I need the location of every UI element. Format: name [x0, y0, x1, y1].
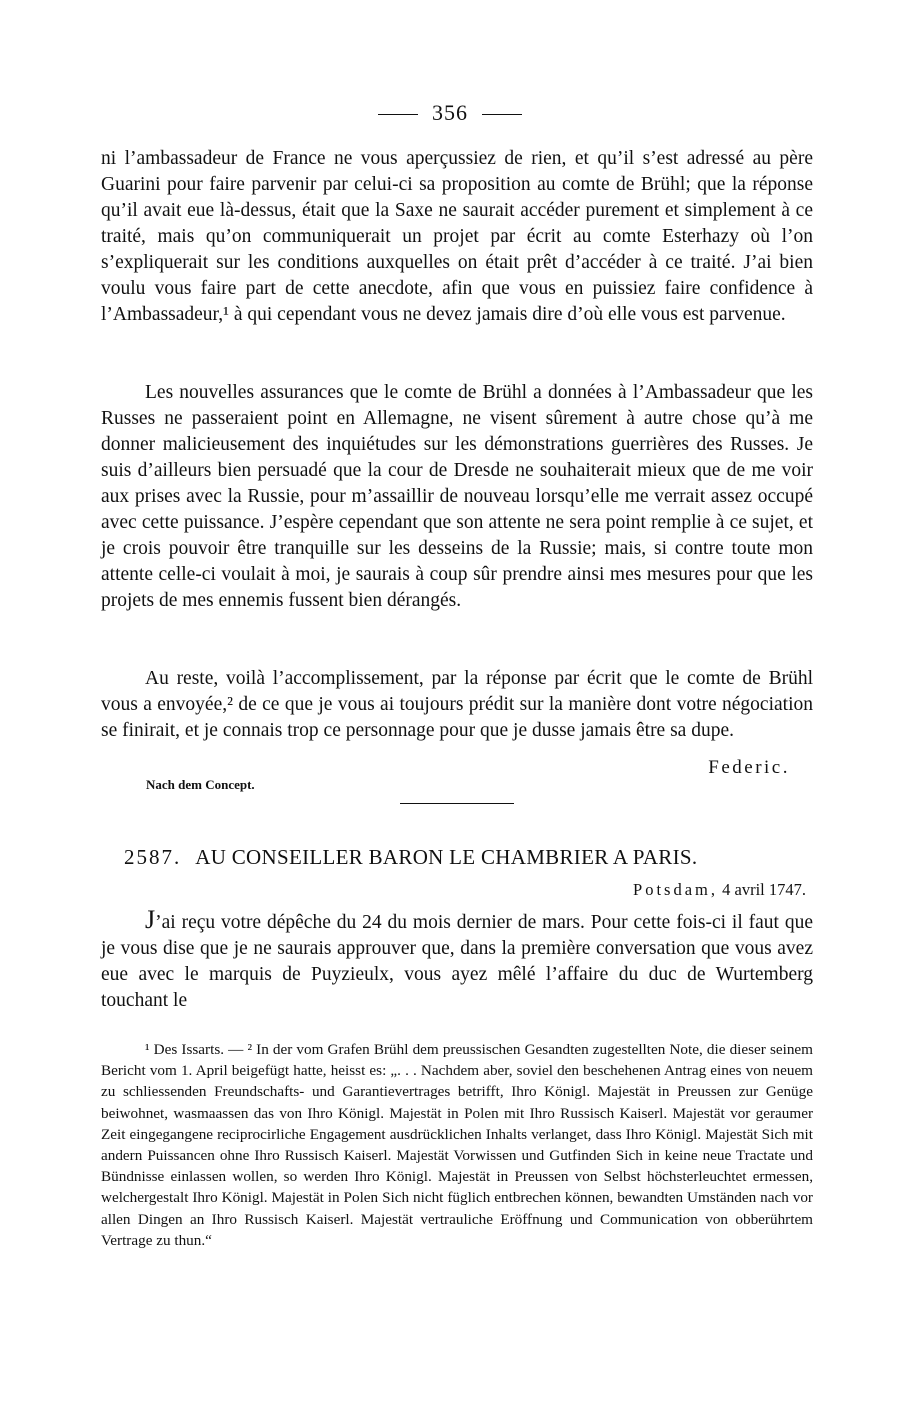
- letter-body: [101, 907, 813, 1014]
- paragraph-2: Les nouvelles assurances que le comte de Brühl a données à l’Ambassadeur que les Russes ne passeraient point en Allemagne, ne visent sûrement à autre chose qu’à me donner malicieusement des inquiétudes sur les démonstrations guerrières des Russes. Je suis d’ailleurs bien persuadé que la cour de Dresde ne souhaiterait mieux que de me voir aux prises avec la Russie, pour m’assaillir de nouveau lorsqu’elle me verrait assez occupé avec cette puissance. J’espère cependant que son attente ne sera point remplie à ce sujet, et je crois pouvoir être tranquille sur les desseins de la Russie; mais, si contre toute mon attente celle-ci voulait à moi, je saurais à coup sûr prendre ainsi mes mesures pour que les projets de mes ennemis fussent bien dérangés.: [101, 382, 813, 611]
- date-line: [633, 880, 806, 900]
- signature: Federic.: [708, 757, 790, 778]
- footnotes: ¹ Des Issarts. — ² In der vom Grafen Brühl dem preussischen Gesandten zugestellten Note, die dieser seinem Bericht vom 1. April beigefügt hatte, heisst es: „. . . Nachdem aber, soviel den beschehenen Antrag eines von neuem zu schliessenden Freundschafts- und Garantievertrages betrifft, Ihro Königl. Majestät in Preussen zur Genüge beiwohnet, wasmaassen das von Ihro Königl. Majestät in Polen mit Ihro Russisch Kaiserl. Majestät vor geraumer Zeit eingegangene reciprocirliche Engagement ausdrücklichen Inhalts verlanget, dass Ihro Königl. Majestät Sich mit andern Puissancen ohne Ihro Russisch Kaiserl. Majestät Vorwissen und Gutfinden Sich in keine neue Tractate und Bündnisse einlassen wollen, so werden Ihro Königl. Majestät in Preussen von Selbst höchsterleuchtet ermessen, welchergestalt Ihro Königl. Majestät in Polen Sich nicht füglich entbrechen können, bewandten Umständen nach vor allen Dingen an Ihro Russisch Kaiserl. Majestät vertrauliche Eröffnung und Communication von obberührtem Vertrage zu thun.“: [101, 1041, 813, 1249]
- letter-date: 4 avril 1747.: [722, 880, 806, 899]
- page-header: [0, 100, 900, 126]
- paragraph-3: Au reste, voilà l’accomplissement, par la réponse par écrit que le comte de Brühl vous a envoyée,² de ce que je vous ai toujours prédit sur la manière dont votre négociation se finirait, et je connais trop ce personnage pour que je dusse jamais être sa dupe.: [101, 668, 813, 741]
- letter-place: Potsdam,: [633, 880, 718, 899]
- letter-body-text: ’ai reçu votre dépêche du 24 du mois dernier de mars. Pour cette fois-ci il faut que je vous dise que je ne saurais approuver que, dans la première conversation que vous avez eue avec le marquis de Puyzieulx, vous ayez mêlé l’affaire du duc de Wurtemberg touchant le: [101, 912, 813, 1011]
- letter-number: 2587.: [124, 845, 182, 869]
- paragraph-1: ni l’ambassadeur de France ne vous aperçussiez de rien, et qu’il s’est adressé au père Guarini pour faire parvenir par celui-ci sa proposition au comte de Brühl; que la réponse qu’il avait eue là-dessus, était que la Saxe ne saurait accéder purement et simplement à ce traité, mais qu’on communiquerait un projet par écrit au comte Esterhazy où l’on s’expliquerait sur les conditions auxquelles on était prêt d’accéder à ce traité. J’ai bien voulu vous faire part de cette anecdote, afin que vous en puissiez faire confidence à l’Ambassadeur,¹ à qui cependant vous ne devez jamais dire d’où elle vous est parvenue.: [101, 148, 813, 325]
- drop-initial: J: [145, 905, 156, 934]
- letter-title: AU CONSEILLER BARON LE CHAMBRIER A PARIS.: [195, 845, 698, 869]
- section-divider: [400, 803, 514, 804]
- page-number: 356: [432, 100, 468, 125]
- header-dash-right: [482, 114, 522, 115]
- source-note: Nach dem Concept.: [146, 777, 255, 792]
- section-heading: [124, 845, 697, 870]
- header-dash-left: [378, 114, 418, 115]
